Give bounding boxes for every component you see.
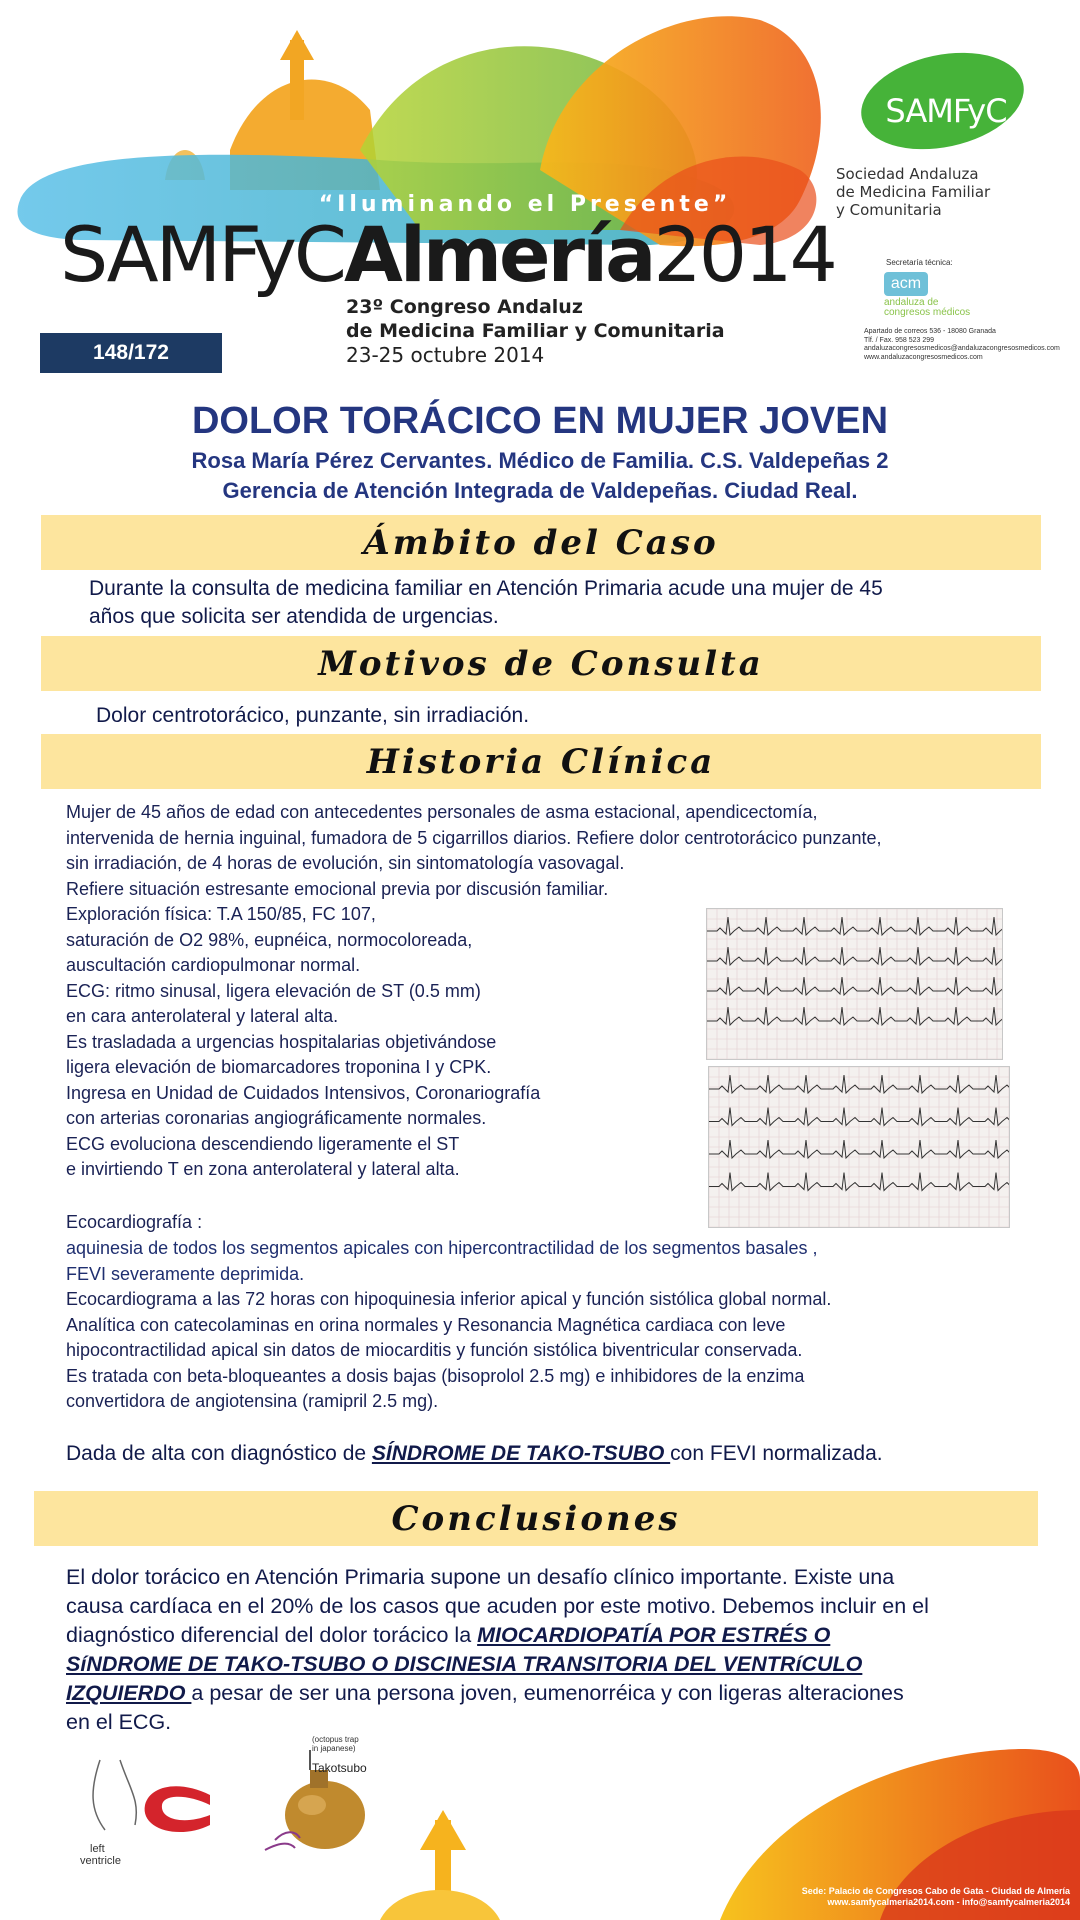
conclusion-line: en el ECG. <box>66 1710 172 1734</box>
ambito-line: Durante la consulta de medicina familiar en Atención Primaria acude una mujer de 45 <box>89 577 883 600</box>
contact-line: www.andaluzacongresosmedicos.com <box>864 353 983 361</box>
takotsubo-label: Takotsubo <box>312 1761 367 1775</box>
poster-title: DOLOR TORÁCICO EN MUJER JOVEN <box>191 400 889 442</box>
section-heading-historia: Historia Clínica <box>41 734 1041 789</box>
society-name <box>836 165 990 219</box>
acm-logo: acm <box>884 272 928 296</box>
author-line: Rosa María Pérez Cervantes. Médico de Familia. C.S. Valdepeñas 2 <box>191 448 889 473</box>
contact-info <box>864 328 1060 362</box>
historia-line: Analítica con catecolaminas en orina normales y Resonancia Magnética cardiaca con leve <box>66 1314 786 1335</box>
historia-line: Es trasladada a urgencias hospitalarias objetivándose <box>66 1031 497 1052</box>
venue-line: Sede: Palacio de Congresos Cabo de Gata - Ciudad de Almería <box>801 1886 1070 1896</box>
eco-finding-1: aquinesia de todos los segmentos apicales con hipercontractilidad de los segmentos basales , <box>66 1238 818 1258</box>
conclusion-post: a pesar de ser una persona joven, eumenorréica y con ligeras alteraciones <box>191 1681 904 1705</box>
ecg-image-2 <box>708 1066 1010 1228</box>
acm-name <box>884 298 970 318</box>
historia-line: Mujer de 45 años de edad con antecedentes personales de asma estacional, apendicectomía, <box>66 802 818 822</box>
motivos-text: Dolor centrotorácico, punzante, sin irradiación. <box>96 704 530 727</box>
venue-line: www.samfycalmeria2014.com - info@samfycalmeria2014 <box>827 1897 1070 1907</box>
acm-line: andaluza de <box>884 297 939 308</box>
historia-line: hipocontractilidad apical sin datos de miocarditis y función sistólica biventricular conservada. <box>66 1340 803 1360</box>
eco-finding-2: FEVI severamente deprimida. <box>66 1264 305 1284</box>
eco-label: Ecocardiografía : <box>66 1212 203 1232</box>
historia-line: auscultación cardiopulmonar normal. <box>66 955 361 975</box>
contact-line: andaluzacongresosmedicos@andaluzacongresosmedicos.com <box>864 345 1060 352</box>
historia-line: convertidora de angiotensina (ramipril 2.5 mg). <box>66 1391 439 1411</box>
congress-info <box>346 295 725 367</box>
conclusion-line: causa cardíaca en el 20% de los casos que acuden por este motivo. Debemos incluir en el <box>66 1594 929 1618</box>
society-line: y Comunitaria <box>836 201 942 219</box>
historia-line: ECG evoluciona descendiendo ligeramente el ST <box>66 1133 460 1154</box>
affiliation-line: Gerencia de Atención Integrada de Valdepeñas. Ciudad Real. <box>222 478 858 503</box>
discharge-diagnosis: SÍNDROME DE TAKO-TSUBO <box>371 1442 671 1465</box>
brand-wordmark <box>60 210 835 300</box>
conclusion-emphasis: MIOCARDIOPATÍA POR ESTRÉS O <box>477 1623 831 1647</box>
historia-line: con arterias coronarias angiográficamente normales. <box>66 1108 487 1128</box>
historia-line: intervenida de hernia inguinal, fumadora de 5 cigarrillos diarios. Refiere dolor centrotorácico punzante, <box>66 827 882 848</box>
section-heading-motivos: Motivos de Consulta <box>41 636 1041 691</box>
octopus-label-2: in japanese) <box>312 1744 356 1753</box>
section-heading-conclusiones: Conclusiones <box>34 1491 1038 1546</box>
congress-line-2: de Medicina Familiar y Comunitaria <box>346 320 725 342</box>
contact-line: Tlf. / Fax. 958 523 299 <box>864 336 935 344</box>
historia-line: e invirtiendo T en zona anterolateral y lateral alta. <box>66 1159 460 1179</box>
historia-line: Ingresa en Unidad de Cuidados Intensivos, Coronariografía <box>66 1082 541 1103</box>
ambito-line: años que solicita ser atendida de urgencias. <box>89 605 499 628</box>
left-label-2: ventricle <box>80 1855 121 1867</box>
footer-venue <box>760 1886 1070 1908</box>
congress-line-1: 23º Congreso Andaluz <box>346 296 583 318</box>
samfyc-logo-text: SAMFyC <box>885 92 1007 130</box>
secretaria-label: Secretaría técnica: <box>886 258 953 267</box>
historia-line: sin irradiación, de 4 horas de evolución, sin sintomatología vasovagal. <box>66 853 625 873</box>
discharge-pre: Dada de alta con diagnóstico de <box>66 1442 372 1465</box>
conclusion-pre: diagnóstico diferencial del dolor torácico la <box>66 1623 478 1647</box>
slogan: “Iluminando el Presente” <box>318 192 732 217</box>
octopus-label-1: (octopus trap <box>312 1735 359 1744</box>
historia-line: Ecocardiograma a las 72 horas con hipoquinesia inferior apical y función sistólica global normal. <box>66 1289 832 1309</box>
historia-line: ligera elevación de biomarcadores troponina I y CPK. <box>66 1057 492 1077</box>
ecg-image-1 <box>706 908 1003 1060</box>
historia-line: Exploración física: T.A 150/85, FC 107, <box>66 904 376 924</box>
section-heading-ambito: Ámbito del Caso <box>41 515 1041 570</box>
discharge-text <box>66 1440 883 1467</box>
discharge-post: con FEVI normalizada. <box>670 1442 883 1465</box>
conclusion-emphasis: SíNDROME DE TAKO-TSUBO O DISCINESIA TRANSITORIA DEL VENTRíCULO <box>66 1652 863 1676</box>
poster-number-badge: 148/172 <box>40 333 222 373</box>
ambito-text <box>89 575 883 631</box>
society-line: Sociedad Andaluza <box>836 165 979 183</box>
historia-line: en cara anterolateral y lateral alta. <box>66 1006 339 1026</box>
conclusion-line <box>66 1621 929 1650</box>
brand-year: 2014 <box>653 210 835 299</box>
acm-line: congresos médicos <box>884 307 971 318</box>
brand-bold: Almería <box>344 210 654 299</box>
historia-line: ECG: ritmo sinusal, ligera elevación de ST (0.5 mm) <box>66 980 481 1001</box>
society-line: de Medicina Familiar <box>836 183 991 201</box>
historia-line: Refiere situación estresante emocional previa por discusión familiar. <box>66 878 609 899</box>
conclusion-line: El dolor torácico en Atención Primaria supone un desafío clínico importante. Existe una <box>66 1565 895 1589</box>
historia-line: Es tratada con beta-bloqueantes a dosis bajas (bisoprolol 2.5 mg) e inhibidores de la enzima <box>66 1365 805 1386</box>
conclusion-emphasis: IZQUIERDO <box>66 1681 192 1705</box>
contact-line: Apartado de correos 536 - 18080 Granada <box>864 328 996 335</box>
historia-line: saturación de O2 98%, eupnéica, normocoloreada, <box>66 929 473 950</box>
historia-text-2 <box>66 1287 831 1415</box>
brand-light: SAMFyC <box>60 210 344 299</box>
left-label-1: left <box>90 1843 105 1855</box>
congress-line-3: 23-25 octubre 2014 <box>346 343 545 367</box>
